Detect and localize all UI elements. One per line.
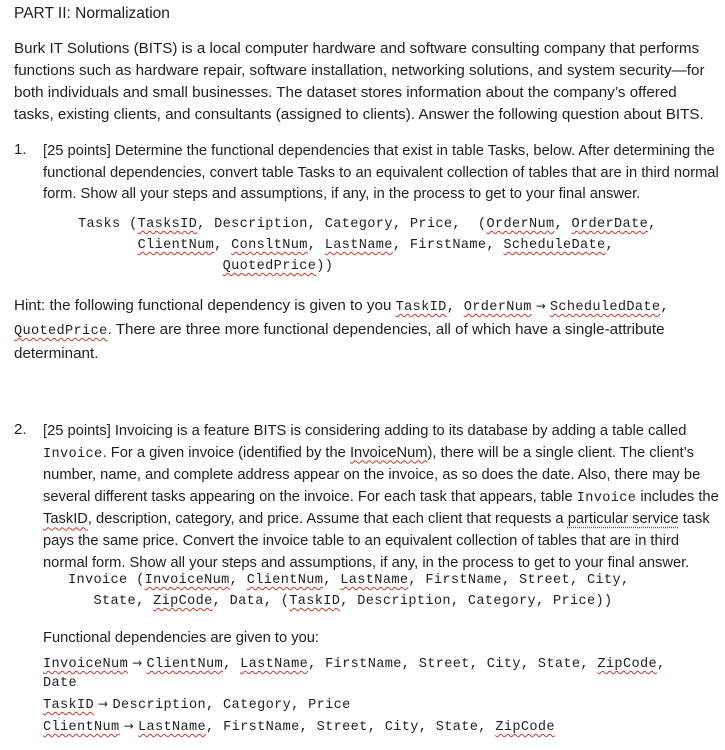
question-2-text: [25 points] Invoicing is a feature BITS is considering adding to its database by adding a table called Invoice. For a given invoice (identified by the InvoiceNum), there will be a single client. The client’s number, name, and complete address appear on the invoice, as so does the date. Also, there may be several different tasks appearing on the invoice. For each task that appears, table Invoice includes the TaskID, description, category, and price. Assume that each client that requests a particular service task pays the same price. Convert the invoice table to an equivalent collection of tables that are in third normal form. Show all your steps and assumptions, if any, in the process to get to your final answer. <box>43 423 719 571</box>
attr-scheduledate: ScheduleDate <box>503 238 606 253</box>
attr-tasksid: TasksID <box>137 217 198 232</box>
invoice-table-word: Invoice <box>43 446 103 462</box>
question-2-number: 2. <box>14 421 27 438</box>
inv-attr-firstname: FirstName <box>425 573 502 588</box>
hint-closing-text: There are three more functional dependencies, all of which have a single-attribute determinant. <box>14 321 665 362</box>
hint-fd-rhs-quotedprice: QuotedPrice <box>14 324 108 339</box>
attr-firstname: FirstName <box>409 238 487 253</box>
inv-attr-zipcode: ZipCode <box>153 594 213 609</box>
schema-name: Tasks <box>78 217 121 232</box>
hint-fd-rhs-scheduleddate: ScheduledDate <box>549 300 661 315</box>
hint-intro-text: Hint: the following functional dependency is given to you <box>14 297 392 314</box>
arrow-icon: → <box>123 719 134 733</box>
fd-intro: Functional dependencies are given to you: <box>43 630 319 646</box>
fd-invoicenum: InvoiceNum → ClientNum, LastName, FirstName, Street, City, State, ZipCode, Date <box>43 656 666 691</box>
fd3-lhs: ClientNum <box>43 720 120 735</box>
particular-service-phrase: particular service <box>567 511 679 528</box>
section-heading: PART II: Normalization <box>14 5 170 22</box>
attr-clientnum: ClientNum <box>137 238 215 253</box>
inv-attr-category: Category <box>467 594 536 609</box>
inv-attr-state: State <box>93 594 137 609</box>
schema-close-paren: )) <box>316 259 334 274</box>
inv-attr-lastname: LastName <box>340 573 409 588</box>
attr-lastname: LastName <box>324 238 393 253</box>
hint-fd-lhs-ordernum: OrderNum <box>463 300 532 315</box>
invoice-table-word-2: Invoice <box>576 490 637 506</box>
fd-taskid: TaskID → Description, Category, Price <box>43 697 351 713</box>
inv-attr-city: City <box>587 573 622 588</box>
hint-paragraph: Hint: the following functional dependency is given to you TaskID, OrderNum → ScheduledDate, QuotedPrice. There are three more functional dependencies, all of which have a single-attribute determinant. <box>14 297 669 362</box>
question-1-text: [25 points] Determine the functional dependencies that exist in table Tasks, below. After determining the functional dependencies, convert table Tasks to an equivalent collection of tables that are in third normal form. Show all your steps and assumptions, if any, in the process to get to your final answer. <box>43 143 719 203</box>
fd1-lhs: InvoiceNum <box>43 657 129 672</box>
arrow-icon: → <box>98 697 109 711</box>
invoice-schema-name: Invoice <box>68 573 128 588</box>
attr-orderdate: OrderDate <box>571 217 649 232</box>
fd2-lhs: TaskID <box>43 698 95 713</box>
taskid-word: TaskID <box>43 511 88 528</box>
question-1-number: 1. <box>14 141 27 158</box>
invoicenum-word: InvoiceNum <box>349 444 428 461</box>
inv-attr-invoicenum: InvoiceNum <box>144 573 230 588</box>
invoice-schema: Invoice (InvoiceNum, ClientNum, LastName, FirstName, Street, City, State, ZipCode, Data, (TaskID, Description, Category, Price)) <box>68 573 630 609</box>
inv-attr-street: Street <box>518 573 570 588</box>
inv-attr-price: Price <box>552 594 596 609</box>
attr-category: Category <box>324 217 393 232</box>
arrow-icon: → <box>535 299 546 313</box>
attr-description: Description <box>214 217 308 232</box>
schema-inner-paren: ( <box>477 217 487 232</box>
attr-price: Price <box>409 217 453 232</box>
fd-clientnum: ClientNum → LastName, FirstName, Street, City, State, ZipCode <box>43 719 555 735</box>
inv-attr-taskid: TaskID <box>289 594 341 609</box>
tasks-schema: Tasks (TasksID, Description, Category, Price, (OrderNum, OrderDate, ClientNum, ConsltNum, LastName, FirstName, ScheduleDate, QuotedPrice)) <box>78 217 657 274</box>
inv-attr-description: Description <box>357 594 451 609</box>
arrow-icon: → <box>132 656 143 670</box>
attr-ordernum: OrderNum <box>486 217 555 232</box>
inv-attr-clientnum: ClientNum <box>246 573 324 588</box>
hint-fd-lhs-taskid: TaskID <box>395 300 447 315</box>
attr-quotedprice: QuotedPrice <box>222 259 317 274</box>
attr-consltnum: ConsltNum <box>231 238 308 253</box>
schema-open-paren: ( <box>129 217 138 232</box>
intro-paragraph: Burk IT Solutions (BITS) is a local computer hardware and software consulting company that performs functions such as hardware repair, software installation, networking solutions, and system security—for both individuals and small businesses. The dataset stores information about the company’s offered tasks, existing clients, and consultants (assigned to clients). Answer the following question about BITS. <box>14 40 705 123</box>
inv-attr-data: Data <box>229 594 264 609</box>
